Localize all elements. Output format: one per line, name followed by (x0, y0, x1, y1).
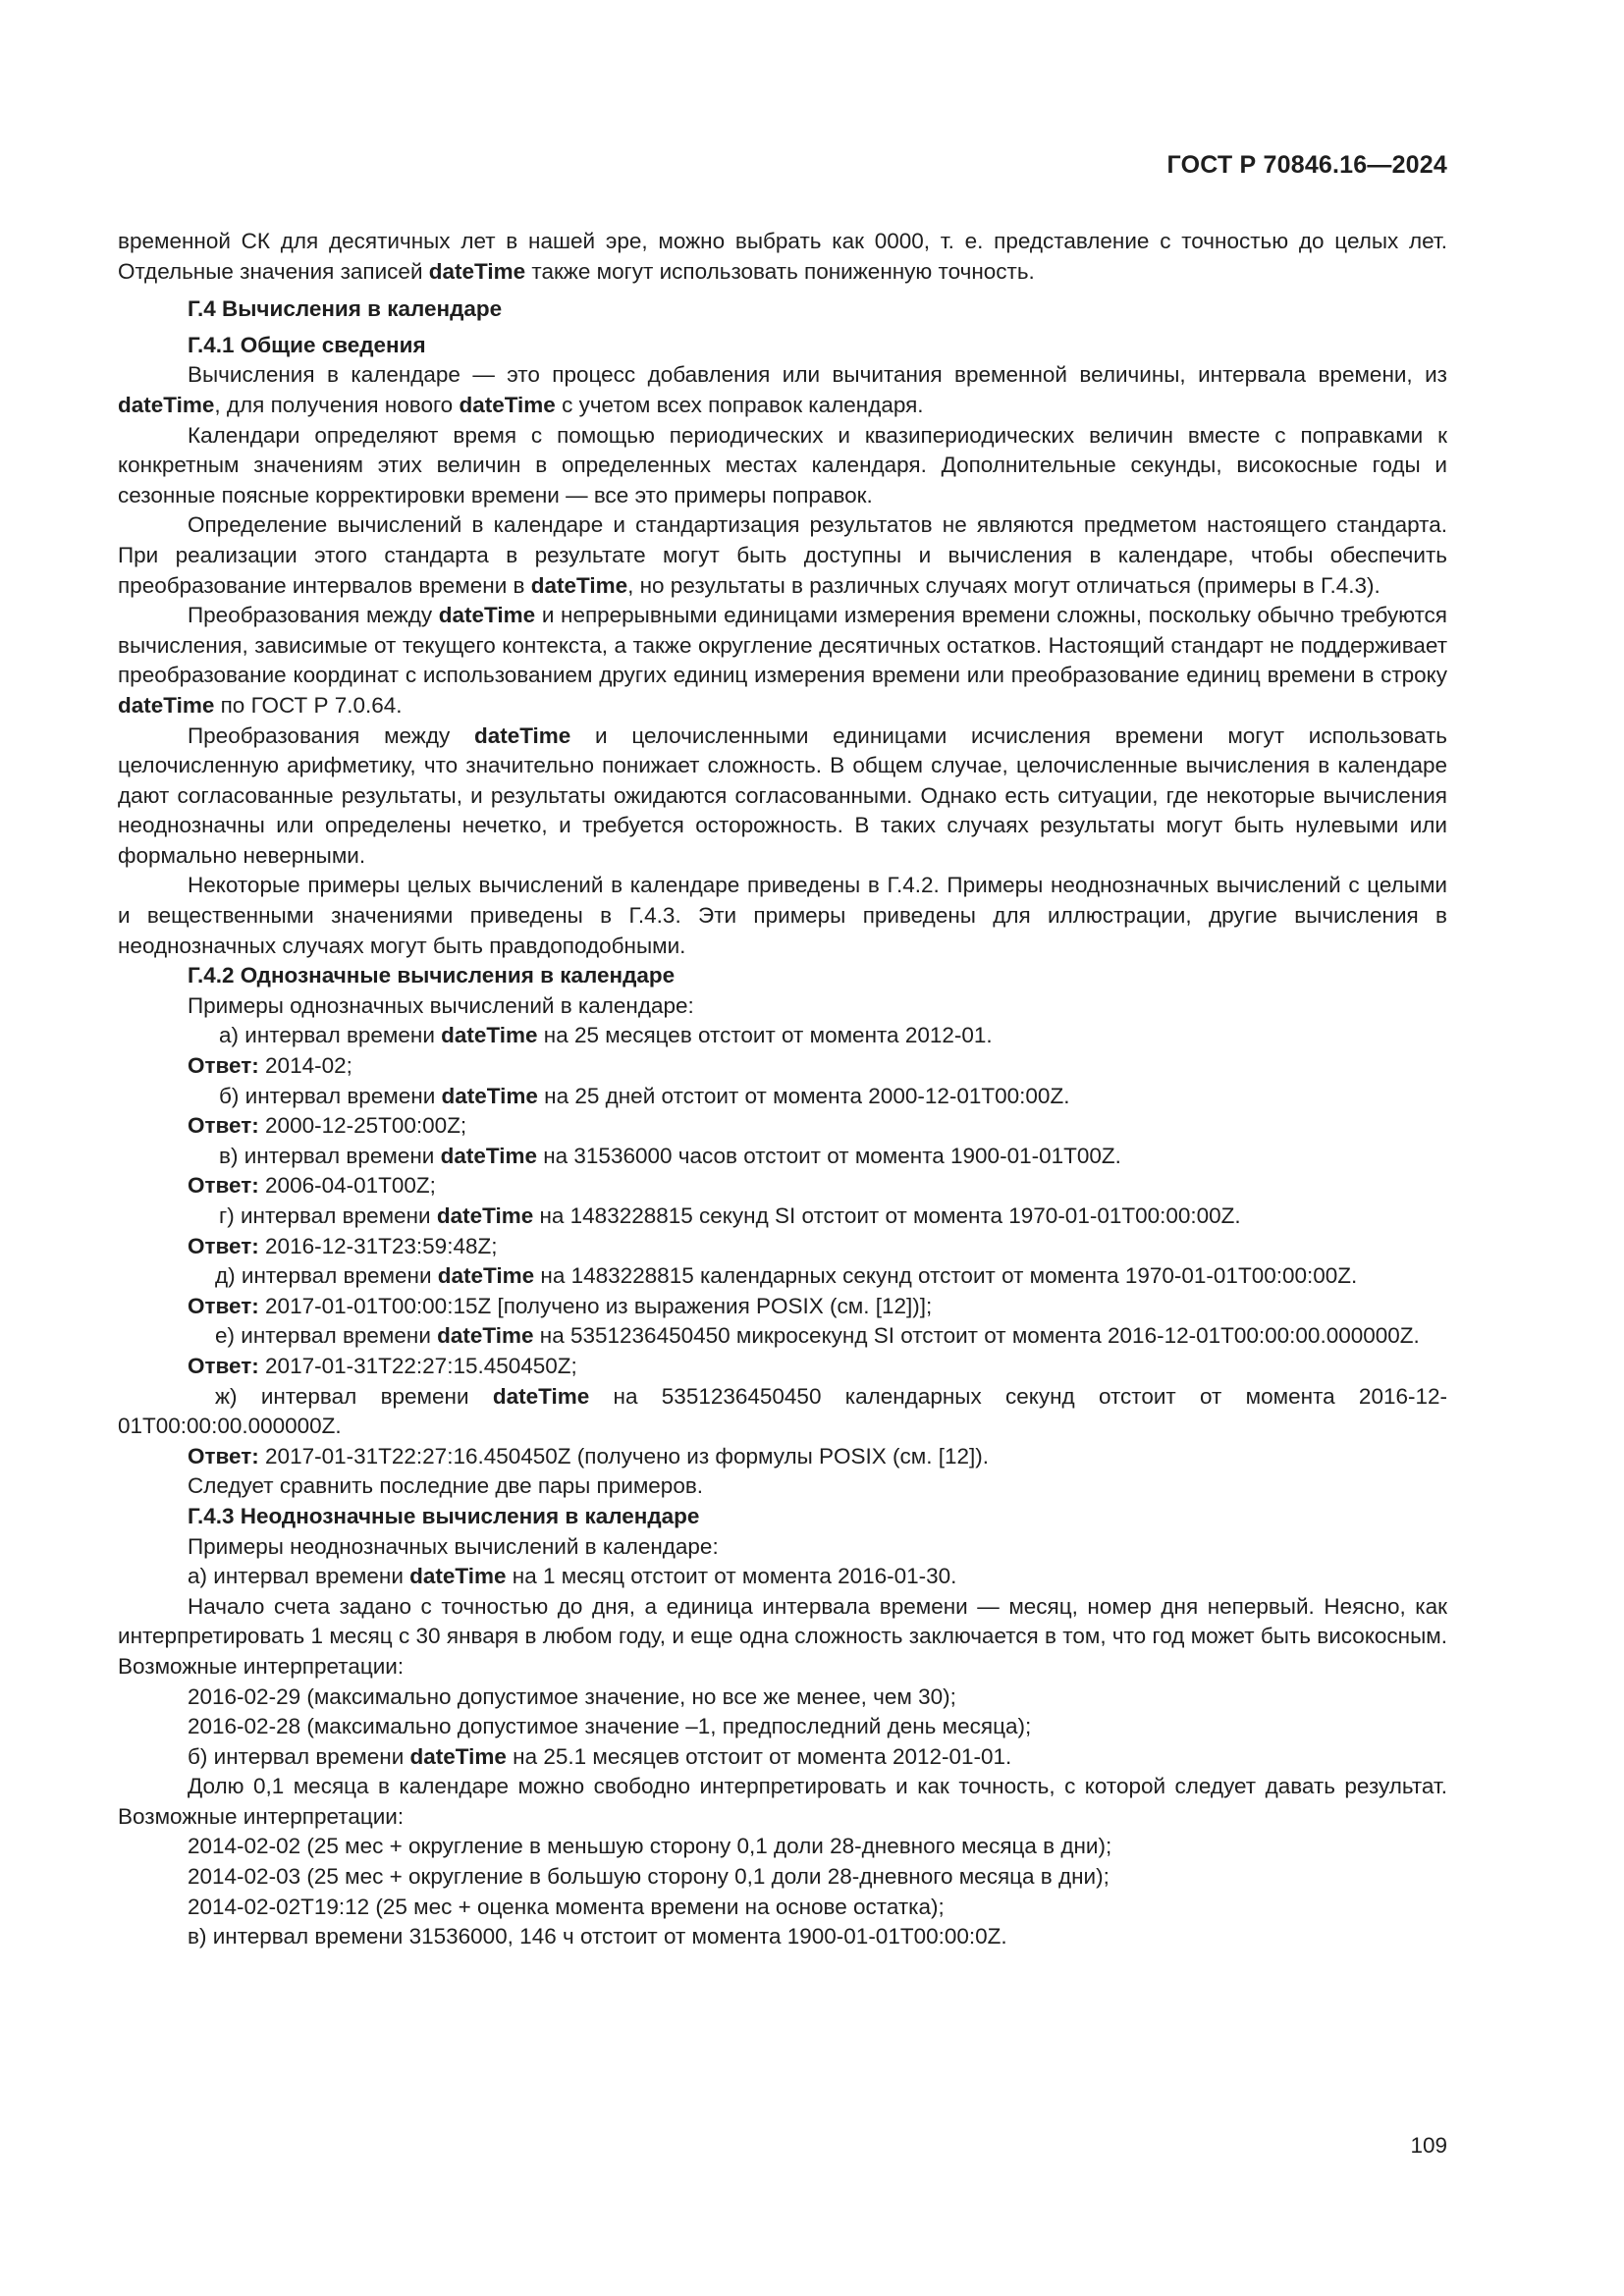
list-item: а) интервал времени dateTime на 25 месяцев отстоит от момента 2012-01. (219, 1023, 993, 1048)
paragraph: Примеры неоднозначных вычислений в календаре: (188, 1533, 719, 1559)
answer: Ответ: 2017-01-31T22:27:15.450450Z; (188, 1353, 577, 1378)
section-heading-g41: Г.4.1 Общие сведения (188, 332, 426, 357)
list-item: д) интервал времени dateTime на 1483228815 календарных секунд отстоит от момента 1970-01-01T00:00:00Z. (215, 1263, 1358, 1289)
paragraph: временной СК для десятичных лет в нашей эре, можно выбрать как 0000, т. е. представление с точностью до целых лет. Отдельные значения записей dateTime также могут использовать пониженную точность. (118, 229, 1447, 284)
answer: Ответ: 2016-12-31T23:59:48Z; (188, 1233, 498, 1258)
paragraph: Некоторые примеры целых вычислений в календаре приведены в Г.4.2. Примеры неоднозначных вычислений с целыми и вещественными значениями приведены в Г.4.3. Эти примеры приведены для иллюстрации, другие вычисления в неоднозначных случаях могут быть правдоподобными. (118, 873, 1447, 958)
paragraph: Преобразования между dateTime и непрерывными единицами измерения времени сложны, поскольку обычно требуются вычисления, зависимые от текущего контекста, а также округление десятичных остатков. Настоящий стандарт не поддерживает преобразование координат с использованием других единиц измерения времени или преобразование единиц времени в строку dateTime по ГОСТ Р 7.0.64. (118, 603, 1447, 718)
answer: Ответ: 2014-02; (188, 1053, 352, 1079)
paragraph: Преобразования между dateTime и целочисленными единицами исчисления времени могут использовать целочисленную арифметику, что значительно понижает сложность. В общем случае, целочисленные вычисления в календаре дают согласованные результаты, и результаты ожидаются согласованными. Однако есть ситуации, где некоторые вычисления неоднозначны или определены нечетко, и требуется осторожность. В таких случаях результаты могут быть нулевыми или формально неверными. (118, 722, 1447, 868)
page-number: 109 (1410, 2133, 1447, 2158)
list-item: ж) интервал времени dateTime на 5351236450450 календарных секунд отстоит от момента 2016-12-01T00:00:00.000000Z. (118, 1383, 1447, 1439)
list-item: е) интервал времени dateTime на 5351236450450 микросекунд SI отстоит от момента 2016-12-01T00:00:00.000000Z. (215, 1323, 1420, 1349)
list-item: б) интервал времени dateTime на 25 дней отстоит от момента 2000-12-01T00:00Z. (219, 1083, 1070, 1108)
paragraph: Определение вычислений в календаре и стандартизация результатов не являются предметом настоящего стандарта. При реализации этого стандарта в результате могут быть доступны и вычисления в календаре, чтобы обеспечить преобразование интервалов времени в dateTime, но результаты в различных случаях могут отличаться (примеры в Г.4.3). (118, 512, 1447, 598)
list-item: в) интервал времени dateTime на 31536000 часов отстоит от момента 1900-01-01T00Z. (219, 1143, 1121, 1168)
interpretation: 2016-02-28 (максимально допустимое значение –1, предпоследний день месяца); (188, 1714, 1032, 1739)
interpretation: 2016-02-29 (максимально допустимое значение, но все же менее, чем 30); (188, 1683, 956, 1709)
interpretation: 2014-02-02T19:12 (25 мес + оценка момента времени на основе остатка); (188, 1894, 945, 1919)
answer: Ответ: 2000-12-25T00:00Z; (188, 1113, 467, 1139)
page-body (118, 227, 1447, 1952)
paragraph: Долю 0,1 месяца в календаре можно свободно интерпретировать и как точность, с которой следует давать результат. Возможные интерпретации: (118, 1774, 1447, 1829)
section-heading-g43: Г.4.3 Неоднозначные вычисления в календаре (188, 1503, 700, 1528)
list-item: г) интервал времени dateTime на 1483228815 секунд SI отстоит от момента 1970-01-01T00:00:00Z. (219, 1203, 1241, 1228)
section-heading-g42: Г.4.2 Однозначные вычисления в календаре (188, 963, 676, 988)
section-heading-g4: Г.4 Вычисления в календаре (188, 296, 503, 322)
standard-number: ГОСТ Р 70846.16—2024 (1166, 151, 1447, 179)
paragraph: Вычисления в календаре — это процесс добавления или вычитания временной величины, интервала времени, из dateTime, для получения нового dateTime с учетом всех поправок календаря. (118, 362, 1447, 417)
paragraph: Следует сравнить последние две пары примеров. (188, 1473, 704, 1499)
interpretation: 2014-02-03 (25 мес + округление в большую сторону 0,1 доли 28-дневного месяца в дни); (188, 1864, 1110, 1890)
list-item: а) интервал времени dateTime на 1 месяц отстоит от момента 2016-01-30. (188, 1564, 957, 1589)
answer: Ответ: 2006-04-01T00Z; (188, 1173, 436, 1199)
answer: Ответ: 2017-01-31T22:27:16.450450Z (получено из формулы POSIX (см. [12]). (188, 1443, 990, 1468)
paragraph: Начало счета задано с точностью до дня, а единица интервала времени — месяц, номер дня непервый. Неясно, как интерпретировать 1 месяц с 30 января в любом году, и еще одна сложность заключается в том, что год может быть високосным. Возможные интерпретации: (118, 1593, 1447, 1679)
paragraph: Примеры однозначных вычислений в календаре: (188, 992, 694, 1018)
paragraph: Календари определяют время с помощью периодических и квазипериодических величин вместе с поправками к конкретным значениям этих величин в определенных местах календаря. Дополнительные секунды, високосные годы и сезонные поясные корректировки времени — все это примеры поправок. (118, 422, 1447, 507)
answer: Ответ: 2017-01-01T00:00:15Z [получено из выражения POSIX (см. [12])]; (188, 1293, 933, 1318)
list-item: б) интервал времени dateTime на 25.1 месяцев отстоит от момента 2012-01-01. (188, 1743, 1012, 1769)
list-item: в) интервал времени 31536000, 146 ч отстоит от момента 1900-01-01T00:00:0Z. (188, 1924, 1007, 1949)
interpretation: 2014-02-02 (25 мес + округление в меньшую сторону 0,1 доли 28-дневного месяца в дни); (188, 1834, 1112, 1859)
